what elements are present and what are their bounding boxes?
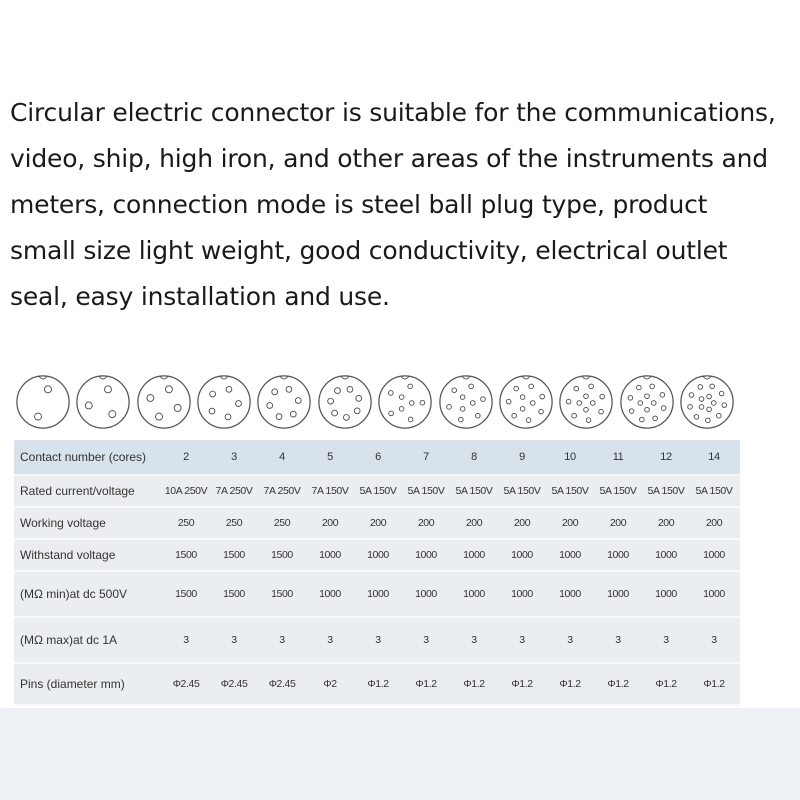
table-row <box>14 664 740 706</box>
table-cell: 1000 <box>559 549 581 561</box>
pin-contact <box>225 414 231 420</box>
table-cell: 200 <box>321 517 339 529</box>
table-cell: 1000 <box>655 549 677 561</box>
table-cell: Φ1.2 <box>655 678 677 690</box>
table-cell: Φ1.2 <box>511 678 533 690</box>
table-cell: 11 <box>612 451 624 463</box>
intro-line: seal, easy installation and use. <box>10 282 390 311</box>
pin-contact <box>584 407 589 412</box>
table-cell: 7A 250V <box>263 485 301 497</box>
pinout-diagram <box>255 373 313 431</box>
table-cell: 200 <box>369 517 387 529</box>
pinout-diagram <box>316 373 374 431</box>
table-cell: 250 <box>273 517 291 529</box>
pinout-diagram <box>376 373 434 431</box>
connector-outline <box>620 376 672 428</box>
pin-contact <box>399 407 404 412</box>
pin-contact <box>649 384 654 389</box>
connector-face-icon <box>678 373 736 431</box>
table-cell: Φ1.2 <box>703 678 725 690</box>
pin-contact <box>628 396 633 401</box>
pin-contact <box>719 391 724 396</box>
pin-contact <box>520 395 525 400</box>
table-cell: 200 <box>561 517 579 529</box>
table-cell: 3 <box>471 634 477 646</box>
table-cell: 1000 <box>607 549 629 561</box>
table-cell: 1000 <box>319 588 341 600</box>
row-label: (MΩ max)at dc 1A <box>20 633 117 647</box>
table-cell: Φ1.2 <box>559 678 581 690</box>
table-cell: 1000 <box>511 588 533 600</box>
intro-line: meters, connection mode is steel ball plug type, product <box>10 190 708 219</box>
pin-contact <box>334 388 340 394</box>
connector-outline <box>77 376 129 428</box>
table-cell: 1500 <box>271 549 293 561</box>
pin-contact <box>347 386 353 392</box>
pinout-diagram <box>135 373 193 431</box>
table-cell: 7A 250V <box>215 485 253 497</box>
table-cell: 3 <box>567 634 573 646</box>
pin-contact <box>572 413 577 418</box>
table-cell: Φ1.2 <box>367 678 389 690</box>
pin-contact <box>356 395 362 401</box>
spec-table <box>14 440 740 706</box>
pin-contact <box>629 409 634 414</box>
pin-contact <box>689 393 694 398</box>
table-cell: 1000 <box>415 588 437 600</box>
table-cell: 8 <box>471 451 477 463</box>
pin-contact <box>699 405 704 410</box>
row-cells <box>162 485 740 497</box>
pin-contact <box>652 416 657 421</box>
table-cell: 250 <box>225 517 243 529</box>
table-cell: 7A 150V <box>311 485 349 497</box>
connector-face-icon <box>316 373 374 431</box>
table-cell: 5A 150V <box>359 485 397 497</box>
table-cell: 1500 <box>223 549 245 561</box>
pin-contact <box>272 389 278 395</box>
table-row <box>14 476 740 508</box>
pin-contact <box>343 414 349 420</box>
table-cell: 14 <box>708 451 720 463</box>
pin-contact <box>540 394 545 399</box>
pin-contact <box>707 394 712 399</box>
pin-contact <box>520 407 525 412</box>
connector-face-icon <box>195 373 253 431</box>
row-cells <box>162 549 740 561</box>
table-cell: 3 <box>327 634 333 646</box>
pin-contact <box>291 411 297 417</box>
pin-contact <box>328 398 334 404</box>
pin-contact <box>584 394 589 399</box>
pin-contact <box>529 384 534 389</box>
connector-outline <box>17 376 69 428</box>
connector-face-icon <box>74 373 132 431</box>
table-cell: 1000 <box>655 588 677 600</box>
table-cell: 200 <box>705 517 723 529</box>
pinout-diagram <box>195 373 253 431</box>
pin-contact <box>694 415 699 420</box>
pin-contact <box>267 403 273 409</box>
table-cell: 1000 <box>607 588 629 600</box>
intro-line: small size light weight, good conductivity, electrical outlet <box>10 236 728 265</box>
row-cells <box>162 634 740 646</box>
pin-contact <box>226 386 232 392</box>
row-cells <box>162 588 740 600</box>
table-cell: Φ2.45 <box>268 678 296 690</box>
pin-contact <box>722 403 727 408</box>
pin-contact <box>644 407 649 412</box>
pin-contact <box>589 384 594 389</box>
pinout-diagram <box>437 373 495 431</box>
table-cell: 1000 <box>367 588 389 600</box>
pin-contact <box>698 385 703 390</box>
table-cell: 10 <box>564 451 576 463</box>
table-cell: 200 <box>657 517 675 529</box>
table-cell: 1000 <box>559 588 581 600</box>
connector-face-icon <box>376 373 434 431</box>
pin-contact <box>236 401 242 407</box>
intro-line: Circular electric connector is suitable for the communications, <box>10 98 776 127</box>
pin-contact <box>468 384 473 389</box>
table-cell: 5A 150V <box>551 485 589 497</box>
pin-contact <box>710 384 715 389</box>
pin-contact <box>574 386 579 391</box>
pin-contact <box>512 413 517 418</box>
table-cell: Φ1.2 <box>415 678 437 690</box>
pin-contact <box>711 401 716 406</box>
row-label: Withstand voltage <box>20 548 116 562</box>
connector-outline <box>198 376 250 428</box>
pin-contact <box>600 394 605 399</box>
table-cell: 1000 <box>463 549 485 561</box>
pin-contact <box>332 410 338 416</box>
table-cell: 3 <box>231 451 237 463</box>
pin-contact <box>460 407 465 412</box>
table-cell: 7 <box>423 451 429 463</box>
pin-contact <box>475 413 480 418</box>
table-row <box>14 540 740 572</box>
pin-contact <box>591 401 596 406</box>
table-cell: 5A 150V <box>503 485 541 497</box>
pin-contact <box>287 386 293 392</box>
table-cell: Φ2.45 <box>220 678 248 690</box>
table-cell: 1000 <box>367 549 389 561</box>
table-cell: 5A 150V <box>599 485 637 497</box>
table-cell: 2 <box>183 451 189 463</box>
table-cell: 3 <box>183 634 189 646</box>
pin-contact <box>586 418 591 423</box>
pin-contact <box>296 398 302 404</box>
pin-contact <box>420 400 425 405</box>
table-cell: 5A 150V <box>407 485 445 497</box>
pin-contact <box>446 405 451 410</box>
row-label: Rated current/voltage <box>20 484 135 498</box>
table-cell: 5 <box>327 451 333 463</box>
table-cell: 4 <box>279 451 285 463</box>
connector-outline <box>138 376 190 428</box>
row-cells <box>162 678 740 690</box>
pinout-diagram <box>497 373 555 431</box>
table-cell: 3 <box>663 634 669 646</box>
connector-face-icon <box>557 373 615 431</box>
pin-contact <box>451 388 456 393</box>
pin-contact <box>716 413 721 418</box>
pinout-diagram <box>74 373 132 431</box>
row-label: Pins (diameter mm) <box>20 677 125 691</box>
intro-paragraph <box>10 90 795 320</box>
pin-contact <box>470 401 475 406</box>
table-cell: 1500 <box>223 588 245 600</box>
table-cell: 5A 150V <box>647 485 685 497</box>
table-cell: 200 <box>417 517 435 529</box>
table-cell: 250 <box>177 517 195 529</box>
table-row <box>14 572 740 618</box>
table-cell: 12 <box>660 451 672 463</box>
pinout-diagram <box>557 373 615 431</box>
table-cell: 1000 <box>703 549 725 561</box>
pin-contact <box>636 385 641 390</box>
table-row <box>14 618 740 664</box>
pin-contact <box>174 404 181 411</box>
table-cell: 3 <box>615 634 621 646</box>
pin-contact <box>577 401 582 406</box>
row-label: Working voltage <box>20 516 106 530</box>
connector-outline <box>439 376 491 428</box>
pin-contact <box>599 409 604 414</box>
table-cell: 200 <box>609 517 627 529</box>
pin-contact <box>651 401 656 406</box>
table-row <box>14 508 740 540</box>
row-cells <box>162 451 740 463</box>
table-cell: Φ1.2 <box>463 678 485 690</box>
connector-outline <box>258 376 310 428</box>
pin-contact <box>539 409 544 414</box>
pin-contact <box>210 391 216 397</box>
table-cell: 9 <box>519 451 525 463</box>
table-cell: 1500 <box>271 588 293 600</box>
pin-contact <box>105 386 112 393</box>
pin-contact <box>35 413 42 420</box>
row-label: Contact number (cores) <box>20 450 147 464</box>
table-cell: 3 <box>519 634 525 646</box>
pin-contact <box>460 395 465 400</box>
connector-face-icon <box>497 373 555 431</box>
table-cell: 3 <box>279 634 285 646</box>
table-cell: 1000 <box>463 588 485 600</box>
pin-contact <box>389 391 394 396</box>
row-cells <box>162 517 740 529</box>
pin-contact <box>705 418 710 423</box>
pin-contact <box>699 397 704 402</box>
table-cell: 1000 <box>415 549 437 561</box>
pin-contact <box>44 386 51 393</box>
connector-face-icon <box>255 373 313 431</box>
table-cell: 1000 <box>703 588 725 600</box>
pin-contact <box>530 401 535 406</box>
connector-pinout-diagrams <box>14 372 736 432</box>
pin-contact <box>165 386 172 393</box>
connector-face-icon <box>437 373 495 431</box>
pin-contact <box>209 408 215 414</box>
pinout-diagram <box>14 373 72 431</box>
pin-contact <box>480 397 485 402</box>
pin-contact <box>277 414 283 420</box>
table-header-row <box>14 440 740 476</box>
pin-contact <box>567 399 572 404</box>
pin-contact <box>155 413 162 420</box>
connector-face-icon <box>14 373 72 431</box>
table-cell: 3 <box>375 634 381 646</box>
pin-contact <box>86 402 93 409</box>
table-cell: 3 <box>423 634 429 646</box>
pin-contact <box>707 407 712 412</box>
connector-face-icon <box>135 373 193 431</box>
table-cell: 5A 150V <box>455 485 493 497</box>
pin-contact <box>506 399 511 404</box>
table-cell: 200 <box>465 517 483 529</box>
pin-contact <box>147 395 154 402</box>
pinout-diagram <box>678 373 736 431</box>
intro-line: video, ship, high iron, and other areas of the instruments and <box>10 144 768 173</box>
table-cell: 1500 <box>175 549 197 561</box>
pin-contact <box>660 393 665 398</box>
pin-contact <box>399 395 404 400</box>
pin-contact <box>389 411 394 416</box>
table-cell: 6 <box>375 451 381 463</box>
table-cell: 10A 250V <box>164 485 208 497</box>
table-cell: 5A 150V <box>695 485 733 497</box>
table-cell: 1000 <box>319 549 341 561</box>
table-cell: Φ2 <box>323 678 337 690</box>
row-label: (MΩ min)at dc 500V <box>20 587 128 601</box>
pin-contact <box>644 394 649 399</box>
pin-contact <box>514 386 519 391</box>
pin-contact <box>639 417 644 422</box>
table-cell: Φ1.2 <box>607 678 629 690</box>
pin-contact <box>410 401 415 406</box>
pin-contact <box>408 417 413 422</box>
table-cell: 3 <box>711 634 717 646</box>
table-cell: 200 <box>513 517 531 529</box>
bottom-band <box>0 708 800 800</box>
pin-contact <box>526 418 531 423</box>
pin-contact <box>354 408 360 414</box>
pin-contact <box>661 406 666 411</box>
table-cell: 3 <box>231 634 237 646</box>
table-cell: 1500 <box>175 588 197 600</box>
pin-contact <box>688 405 693 410</box>
pin-contact <box>408 384 413 389</box>
pinout-diagram <box>618 373 676 431</box>
table-cell: 1000 <box>511 549 533 561</box>
pin-contact <box>638 401 643 406</box>
pin-contact <box>109 411 116 418</box>
connector-face-icon <box>618 373 676 431</box>
pin-contact <box>458 417 463 422</box>
table-cell: Φ2.45 <box>172 678 200 690</box>
